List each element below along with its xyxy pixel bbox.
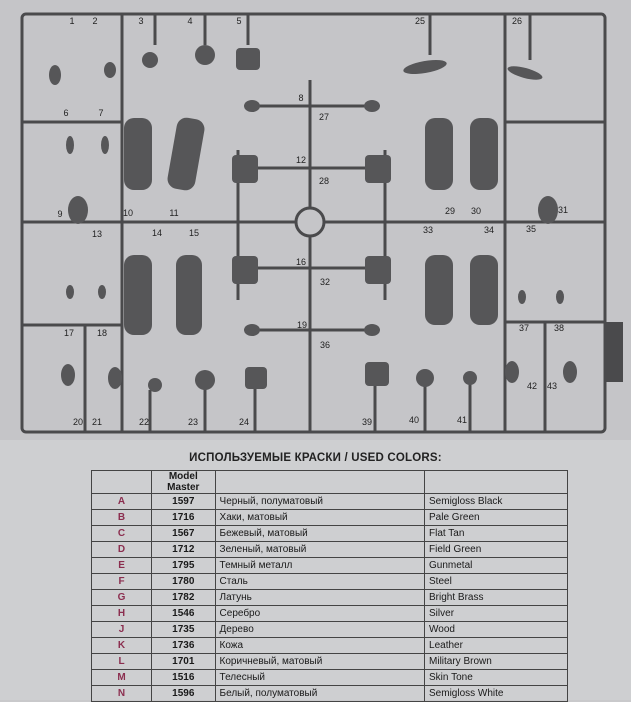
- color-code: 1735: [152, 622, 215, 638]
- color-name-en: Leather: [425, 638, 568, 654]
- table-row: [92, 606, 568, 622]
- color-code: 1567: [152, 526, 215, 542]
- part-number: 36: [319, 340, 331, 350]
- color-letter: N: [92, 686, 152, 702]
- color-letter: J: [92, 622, 152, 638]
- part-number: 6: [63, 108, 69, 118]
- colors-title: ИСПОЛЬЗУЕМЫЕ КРАСКИ / USED COLORS:: [189, 452, 442, 464]
- color-name-en: Gunmetal: [425, 558, 568, 574]
- table-row: [92, 622, 568, 638]
- color-letter: M: [92, 670, 152, 686]
- part-number: 4: [187, 16, 193, 26]
- part-number: 14: [151, 228, 163, 238]
- part-number: 42: [526, 381, 538, 391]
- part-number: 31: [557, 205, 569, 215]
- color-letter: A: [92, 494, 152, 510]
- color-code: 1546: [152, 606, 215, 622]
- header-model-master: Model Master: [152, 471, 215, 494]
- color-letter: E: [92, 558, 152, 574]
- part-number: 10: [122, 208, 134, 218]
- part-number: 26: [511, 16, 523, 26]
- part-number: 23: [187, 417, 199, 427]
- part-number: 39: [361, 417, 373, 427]
- header-letter: [92, 471, 152, 494]
- color-name-en: Pale Green: [425, 510, 568, 526]
- header-english: [425, 471, 568, 494]
- part-number: 21: [91, 417, 103, 427]
- color-code: 1516: [152, 670, 215, 686]
- color-name-ru: Кожа: [215, 638, 424, 654]
- color-code: 1716: [152, 510, 215, 526]
- color-letter: B: [92, 510, 152, 526]
- part-number: 9: [57, 209, 63, 219]
- part-number: 19: [296, 320, 308, 330]
- color-code: 1780: [152, 574, 215, 590]
- color-name-en: Skin Tone: [425, 670, 568, 686]
- color-letter: L: [92, 654, 152, 670]
- color-name-en: Military Brown: [425, 654, 568, 670]
- table-row: [92, 526, 568, 542]
- table-row: [92, 686, 568, 702]
- part-number: 8: [298, 93, 304, 103]
- part-number: 13: [91, 229, 103, 239]
- color-name-en: Steel: [425, 574, 568, 590]
- color-letter: D: [92, 542, 152, 558]
- part-number: 16: [295, 257, 307, 267]
- table-row: [92, 542, 568, 558]
- color-name-en: Semigloss White: [425, 686, 568, 702]
- part-number: 17: [63, 328, 75, 338]
- part-number: 11: [169, 208, 179, 218]
- color-code: 1597: [152, 494, 215, 510]
- table-row: [92, 558, 568, 574]
- part-number: 25: [414, 16, 426, 26]
- table-row: [92, 510, 568, 526]
- table-header-row: [92, 471, 568, 494]
- part-number: 20: [72, 417, 84, 427]
- part-number: 35: [525, 224, 537, 234]
- color-name-ru: Белый, полуматовый: [215, 686, 424, 702]
- part-number: 12: [295, 155, 307, 165]
- color-letter: C: [92, 526, 152, 542]
- color-name-ru: Телесный: [215, 670, 424, 686]
- color-name-en: Flat Tan: [425, 526, 568, 542]
- color-name-ru: Серебро: [215, 606, 424, 622]
- color-name-ru: Зеленый, матовый: [215, 542, 424, 558]
- color-code: 1701: [152, 654, 215, 670]
- table-row: [92, 590, 568, 606]
- color-letter: H: [92, 606, 152, 622]
- color-code: 1795: [152, 558, 215, 574]
- table-row: [92, 638, 568, 654]
- color-name-en: Field Green: [425, 542, 568, 558]
- part-number: 30: [470, 206, 482, 216]
- color-name-ru: Темный металл: [215, 558, 424, 574]
- color-name-ru: Латунь: [215, 590, 424, 606]
- table-row: [92, 574, 568, 590]
- color-code: 1736: [152, 638, 215, 654]
- color-letter: F: [92, 574, 152, 590]
- color-name-en: Bright Brass: [425, 590, 568, 606]
- part-number: 3: [138, 16, 144, 26]
- header-russian: [215, 471, 424, 494]
- part-number: 18: [96, 328, 108, 338]
- part-number: 38: [553, 323, 565, 333]
- part-number: 5: [236, 16, 242, 26]
- part-number: 34: [483, 225, 495, 235]
- color-name-en: Wood: [425, 622, 568, 638]
- part-number: 27: [318, 112, 330, 122]
- color-name-en: Semigloss Black: [425, 494, 568, 510]
- part-number: 33: [422, 225, 434, 235]
- table-row: [92, 654, 568, 670]
- part-number: 22: [138, 417, 150, 427]
- part-number: 29: [444, 206, 456, 216]
- colors-table: [91, 470, 568, 702]
- part-number: 15: [188, 228, 200, 238]
- color-name-ru: Дерево: [215, 622, 424, 638]
- color-code: 1712: [152, 542, 215, 558]
- part-number: 41: [456, 415, 468, 425]
- color-name-ru: Сталь: [215, 574, 424, 590]
- color-letter: G: [92, 590, 152, 606]
- color-letter: K: [92, 638, 152, 654]
- color-name-ru: Бежевый, матовый: [215, 526, 424, 542]
- part-number: 32: [319, 277, 331, 287]
- part-number: 7: [98, 108, 104, 118]
- part-number: 24: [238, 417, 250, 427]
- part-number: 40: [408, 415, 420, 425]
- color-name-ru: Хаки, матовый: [215, 510, 424, 526]
- part-number: 2: [92, 16, 98, 26]
- color-name-en: Silver: [425, 606, 568, 622]
- part-number: 43: [546, 381, 558, 391]
- color-code: 1596: [152, 686, 215, 702]
- part-number: 28: [318, 176, 330, 186]
- color-code: 1782: [152, 590, 215, 606]
- color-name-ru: Черный, полуматовый: [215, 494, 424, 510]
- table-row: [92, 494, 568, 510]
- color-name-ru: Коричневый, матовый: [215, 654, 424, 670]
- table-row: [92, 670, 568, 686]
- part-number: 1: [69, 16, 75, 26]
- part-number: 37: [518, 323, 530, 333]
